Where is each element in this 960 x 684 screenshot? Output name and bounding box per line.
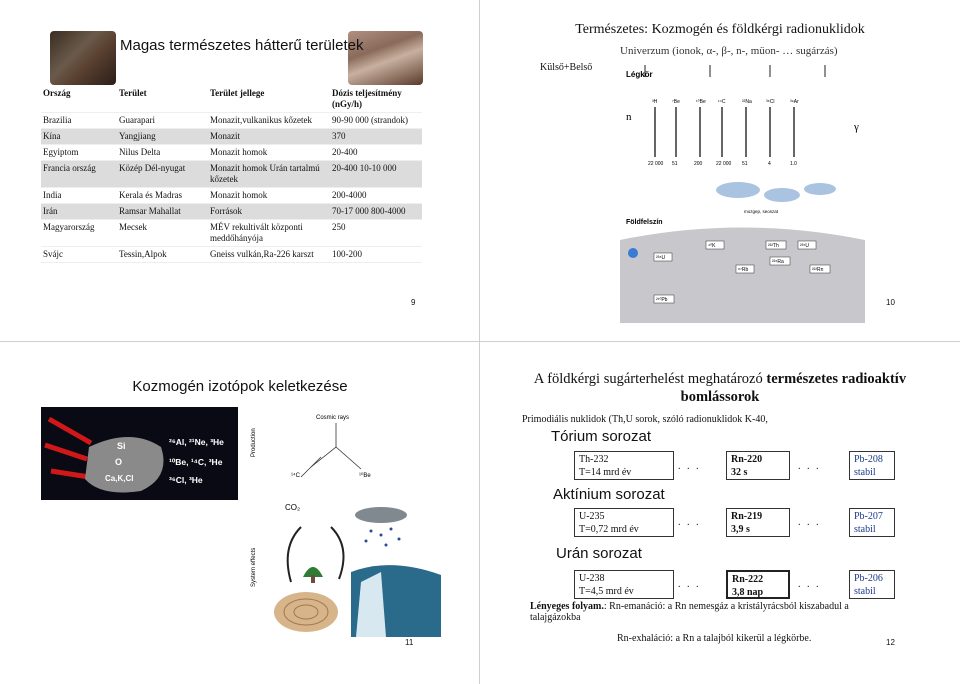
cell: Svájc bbox=[43, 249, 63, 259]
gamma-label: γ bbox=[854, 121, 859, 133]
atmosphere-label: Légkör bbox=[626, 70, 653, 79]
cell: Monazit homok bbox=[210, 147, 268, 157]
cell: Mecsek bbox=[119, 222, 147, 232]
table-row bbox=[41, 129, 422, 145]
svg-text:²³²Th: ²³²Th bbox=[768, 243, 779, 249]
chain-dots: . . . bbox=[678, 517, 701, 528]
page-number: 9 bbox=[411, 298, 416, 307]
ground-surface bbox=[620, 228, 865, 324]
table-row bbox=[41, 161, 422, 188]
cascade-lines bbox=[301, 423, 361, 477]
svg-text:4: 4 bbox=[768, 161, 771, 167]
header-cell: Ország bbox=[43, 88, 71, 98]
page-number: 10 bbox=[886, 298, 895, 307]
header-cell: Dózis teljesítmény (nGy/h) bbox=[332, 88, 402, 109]
chain-dots: . . . bbox=[678, 579, 701, 590]
svg-text:²²²Rn: ²²²Rn bbox=[812, 267, 824, 273]
svg-text:²³⁵U: ²³⁵U bbox=[800, 243, 810, 249]
cell: Kerala és Madras bbox=[119, 190, 182, 200]
page-number: 12 bbox=[886, 638, 895, 647]
svg-text:Si: Si bbox=[117, 441, 126, 451]
neutron-label: n bbox=[626, 111, 632, 123]
end-nuclide-box: Pb-207 stabil bbox=[849, 508, 895, 537]
ground-label: Földfelszín bbox=[626, 219, 663, 226]
cell: 20-400 10-10 000 bbox=[330, 161, 422, 188]
series-name: Urán sorozat bbox=[556, 545, 642, 562]
cell: Francia ország bbox=[41, 161, 117, 188]
cell: Monazit homok bbox=[210, 190, 268, 200]
svg-text:1.0: 1.0 bbox=[790, 161, 797, 167]
page-number: 11 bbox=[405, 638, 414, 647]
radiation-table bbox=[41, 86, 422, 263]
svg-text:51: 51 bbox=[672, 161, 678, 167]
header-cell: Terület bbox=[119, 88, 147, 98]
start-nuclide-box: U-235 T=0,72 mrd év bbox=[574, 508, 674, 537]
c14-label: ¹⁴C bbox=[291, 473, 300, 479]
series-name: Aktínium sorozat bbox=[553, 486, 665, 503]
svg-text:²²Na: ²²Na bbox=[742, 99, 752, 105]
cell: Ramsar Mahallat bbox=[117, 204, 208, 220]
cell: India bbox=[43, 190, 62, 200]
sea-label: mozgep, seoszat bbox=[744, 209, 779, 214]
svg-text:³⁹Ar: ³⁹Ar bbox=[790, 99, 799, 105]
cell: Brazilia bbox=[43, 115, 72, 125]
cosmogenic-diagram bbox=[41, 407, 441, 637]
slide-12-title bbox=[520, 370, 920, 406]
cell: Kína bbox=[41, 129, 117, 145]
table-row bbox=[41, 204, 422, 220]
svg-text:¹⁰Be, ¹⁴C, ³He: ¹⁰Be, ¹⁴C, ³He bbox=[169, 457, 223, 467]
co2-label: CO₂ bbox=[285, 503, 301, 512]
external-internal-label: Külső+Belső bbox=[540, 62, 593, 73]
cell: Források bbox=[208, 204, 330, 220]
cell: Yangjiang bbox=[117, 129, 208, 145]
chain-dots: . . . bbox=[678, 461, 701, 472]
cosmic-rays-label: Cosmic rays bbox=[316, 415, 350, 421]
svg-text:³⁶Cl: ³⁶Cl bbox=[766, 99, 775, 105]
cell: 370 bbox=[330, 129, 422, 145]
svg-text:²²⁶Ra: ²²⁶Ra bbox=[772, 259, 784, 265]
radon-box: Rn-222 3,8 nap bbox=[726, 570, 790, 599]
radon-box: Rn-219 3,9 s bbox=[726, 508, 790, 537]
system-effects-label: System effects bbox=[251, 547, 257, 587]
tree-icon bbox=[303, 567, 323, 583]
header-cell: Terület jellege bbox=[210, 88, 265, 98]
start-nuclide-box: U-238 T=4,5 mrd év bbox=[574, 570, 674, 599]
cell: 20-400 bbox=[332, 147, 358, 157]
table-row bbox=[41, 220, 422, 247]
cell: Irán bbox=[41, 204, 117, 220]
table-row bbox=[41, 247, 422, 263]
slide-10-title: Természetes: Kozmogén és földkérgi radionuklidok bbox=[575, 22, 865, 37]
table-row bbox=[41, 113, 422, 129]
slide-divider-vertical bbox=[479, 0, 480, 684]
be10-label: ¹⁰Be bbox=[359, 473, 371, 479]
cell: Magyarország bbox=[43, 222, 95, 232]
cell: Monazit bbox=[208, 129, 330, 145]
title-bold-text: természetes radioaktív bomlássorok bbox=[680, 371, 907, 405]
cell: 200-4000 bbox=[332, 190, 367, 200]
cell: Monazit homok Urán tartalmú kőzetek bbox=[208, 161, 330, 188]
svg-text:²¹⁰Pb: ²¹⁰Pb bbox=[656, 297, 668, 303]
production-label: Production bbox=[251, 428, 257, 457]
start-nuclide-box: Th-232 T=14 mrd év bbox=[574, 451, 674, 480]
emanation-note: Lényeges folyam.: Rn-emanáció: a Rn nemesgáz a kristályrácsból kiszabadul a talajgázokba bbox=[530, 601, 849, 623]
radon-box: Rn-220 32 s bbox=[726, 451, 790, 480]
slide-10-subtitle: Univerzum (ionok, α-, β-, n-, müon- … sugárzás) bbox=[620, 45, 838, 57]
table-header bbox=[41, 86, 422, 113]
svg-text:22 000: 22 000 bbox=[716, 161, 732, 167]
cell: Gneiss vulkán,Ra-226 karszt bbox=[210, 249, 314, 259]
cell: Guarapari bbox=[119, 115, 155, 125]
svg-text:22 000: 22 000 bbox=[648, 161, 664, 167]
exhalation-note: Rn-exhaláció: a Rn a talajból kikerül a légkörbe. bbox=[617, 633, 812, 644]
series-name: Tórium sorozat bbox=[551, 428, 652, 445]
title-text: A földkérgi sugárterhelést meghatározó bbox=[533, 371, 767, 387]
svg-text:200: 200 bbox=[694, 161, 703, 167]
slide-divider-horizontal bbox=[0, 341, 960, 342]
svg-text:O: O bbox=[115, 457, 123, 467]
cell: 90-90 000 (strandok) bbox=[332, 115, 408, 125]
snow-cloud-icon bbox=[355, 507, 407, 547]
tree-rings-icon bbox=[274, 592, 338, 632]
svg-text:³⁶Cl, ³He: ³⁶Cl, ³He bbox=[169, 475, 203, 485]
primordial-note: Primodiális nuklidok (Th,U sorok, szóló radionuklidok K-40, bbox=[522, 414, 768, 425]
svg-text:⁸⁷Rb: ⁸⁷Rb bbox=[738, 267, 749, 273]
cell: Monazit,vulkanikus kőzetek bbox=[210, 115, 312, 125]
cell: Tessin,Alpok bbox=[119, 249, 167, 259]
chain-dots: . . . bbox=[798, 517, 821, 528]
end-nuclide-box: Pb-208 stabil bbox=[849, 451, 895, 480]
svg-text:²⁶Al, ²¹Ne, ³He: ²⁶Al, ²¹Ne, ³He bbox=[169, 437, 224, 447]
svg-text:³H: ³H bbox=[652, 99, 658, 105]
mineral-photo bbox=[50, 31, 116, 85]
chain-dots: . . . bbox=[798, 461, 821, 472]
radionuclide-diagram bbox=[620, 65, 865, 323]
svg-text:51: 51 bbox=[742, 161, 748, 167]
end-nuclide-box: Pb-206 stabil bbox=[849, 570, 895, 599]
water-icon bbox=[628, 248, 638, 258]
svg-text:²³⁸U: ²³⁸U bbox=[656, 255, 666, 261]
table-row bbox=[41, 188, 422, 204]
svg-text:¹⁴C: ¹⁴C bbox=[718, 99, 726, 105]
svg-text:Ca,K,Cl: Ca,K,Cl bbox=[105, 474, 134, 483]
cell: 70-17 000 800-4000 bbox=[330, 204, 422, 220]
cell: Nilus Delta bbox=[119, 147, 161, 157]
cell: 250 bbox=[332, 222, 346, 232]
svg-text:¹⁰Be: ¹⁰Be bbox=[696, 99, 706, 105]
cell: 100-200 bbox=[332, 249, 362, 259]
cell: Közép Dél-nyugat bbox=[117, 161, 208, 188]
cell: Egyiptom bbox=[43, 147, 79, 157]
chain-dots: . . . bbox=[798, 579, 821, 590]
slide-9-title: Magas természetes hátterű területek bbox=[120, 37, 364, 54]
slide-11-title: Kozmogén izotópok keletkezése bbox=[132, 378, 348, 395]
table-row bbox=[41, 145, 422, 161]
svg-text:⁷Be: ⁷Be bbox=[672, 99, 680, 105]
cell: MÉV rekultivált központi meddőhányója bbox=[210, 222, 303, 243]
svg-text:⁴⁰K: ⁴⁰K bbox=[708, 243, 716, 249]
